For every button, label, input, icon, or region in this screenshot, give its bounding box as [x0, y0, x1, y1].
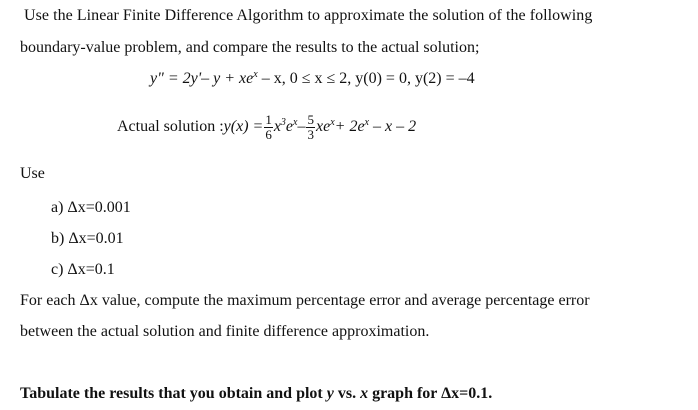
use-label: Use	[20, 165, 45, 182]
option-a: a) Δx=0.001	[51, 199, 131, 216]
actual-solution	[117, 106, 416, 148]
fraction-denominator: 6	[265, 126, 272, 142]
instruction-line-1: For each Δx value, compute the maximum percentage error and average percentage error	[20, 292, 590, 309]
ode-exponent: x	[253, 69, 258, 80]
fraction-numerator: 1	[265, 111, 272, 127]
ode-left: y" = 2y'– y + xe	[150, 70, 254, 87]
term-2e: + $2e^x$ – x – 2	[334, 117, 417, 135]
term-xe: $xe^x$	[315, 117, 335, 135]
differential-equation	[150, 69, 475, 89]
fraction-numerator: 5	[307, 111, 314, 127]
instruction-line-2: between the actual solution and finite difference approximation.	[20, 323, 430, 340]
actual-solution-lhs: y(x) =	[223, 118, 264, 135]
intro-line-2: boundary-value problem, and compare the results to the actual solution;	[20, 39, 480, 56]
fraction-one-sixth	[264, 113, 273, 142]
fraction-five-thirds	[306, 113, 315, 142]
intro-line-1: Use the Linear Finite Difference Algorithm to approximate the solution of the following	[24, 7, 593, 24]
ode-right: – x, 0 ≤ x ≤ 2, y(0) = 0, y(2) = –4	[257, 70, 475, 87]
term-x-cubed: $x^3e^x$	[273, 117, 298, 135]
fraction-denominator: 3	[307, 126, 314, 142]
option-b: b) Δx=0.01	[51, 230, 124, 247]
final-instruction: Tabulate the results that you obtain and plot y vs. x graph for Δx=0.1.	[20, 385, 493, 402]
actual-solution-label: Actual solution :	[117, 118, 224, 135]
option-c: c) Δx=0.1	[51, 261, 115, 278]
minus-sign: –	[297, 118, 306, 135]
